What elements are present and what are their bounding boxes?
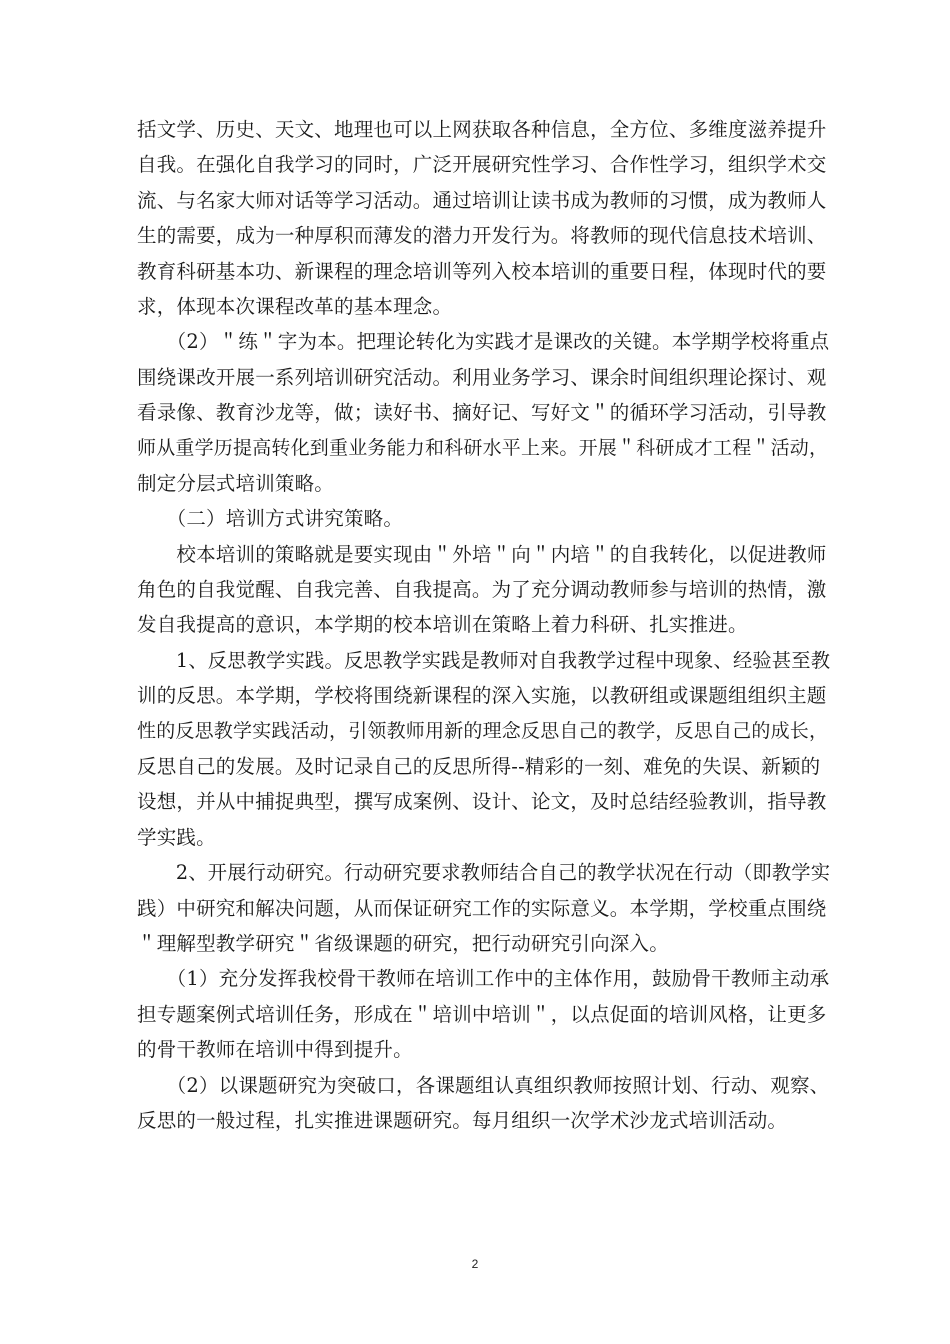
text-line: 自我。在强化自我学习的同时，广泛开展研究性学习、合作性学习，组织学术交 [137,153,827,177]
text-line: （1）充分发挥我校骨干教师在培训工作中的主体作用，鼓励骨干教师主动承 [137,967,830,991]
text-line: 反思的一般过程，扎实推进课题研究。每月组织一次学术沙龙式培训活动。 [137,1108,788,1132]
body-text [137,112,831,1138]
text-line: 求，体现本次课程改革的基本理念。 [137,294,453,318]
text-line: 看录像、教育沙龙等，做；读好书、摘好记、写好文＂的循环学习活动，引导教 [137,401,827,425]
text-line: 流、与名家大师对话等学习活动。通过培训让读书成为教师的习惯，成为教师人 [137,188,827,212]
text-line: 担专题案例式培训任务，形成在＂培训中培训＂，以点促面的培训风格，让更多 [137,1002,827,1026]
page-number: 2 [471,1257,479,1271]
text-line: 师从重学历提高转化到重业务能力和科研水平上来。开展＂科研成才工程＂活动， [137,436,829,459]
text-line: 2、开展行动研究。行动研究要求教师结合自己的教学状况在行动（即教学实 [137,861,831,885]
text-line: 制定分层式培训策略。 [137,471,335,495]
text-line: 教育科研基本功、新课程的理念培训等列入校本培训的重要日程，体现时代的要 [137,259,827,283]
text-line: 设想，并从中捕捉典型，撰写成案例、设计、论文，及时总结经验教训，指导教 [137,790,827,814]
text-line: 学实践。 [137,825,216,849]
text-line: 生的需要，成为一种厚积而薄发的潜力开发行为。将教师的现代信息技术培训、 [137,224,827,248]
text-line: 1、反思教学实践。反思教学实践是教师对自我教学过程中现象、经验甚至教 [137,648,831,672]
text-line: 践）中研究和解决问题，从而保证研究工作的实际意义。本学期，学校重点围绕 [137,896,827,920]
text-line: 发自我提高的意识，本学期的校本培训在策略上着力科研、扎实推进。 [137,613,748,637]
text-line: 括文学、历史、天文、地理也可以上网获取各种信息，全方位、多维度滋养提升 [137,118,827,141]
text-line: （2）＂练＂字为本。把理论转化为实践才是课改的关键。本学期学校将重点 [137,330,830,354]
text-line: （二）培训方式讲究策略。 [137,507,404,531]
text-line: 反思自己的发展。及时记录自己的反思所得--精彩的一刻、难免的失误、新颖的 [137,755,821,779]
text-line: 训的反思。本学期，学校将围绕新课程的深入实施，以教研组或课题组组织主题 [137,684,827,708]
text-line: 角色的自我觉醒、自我完善、自我提高。为了充分调动教师参与培训的热情，激 [137,578,827,602]
text-line: 的骨干教师在培训中得到提升。 [137,1038,413,1062]
text-line: ＂理解型教学研究＂省级课题的研究，把行动研究引向深入。 [137,931,669,955]
text-line: （2）以课题研究为突破口，各课题组认真组织教师按照计划、行动、观察、 [137,1073,830,1097]
text-line: 围绕课改开展一系列培训研究活动。利用业务学习、课余时间组织理论探讨、观 [137,365,827,389]
text-line: 校本培训的策略就是要实现由＂外培＂向＂内培＂的自我转化，以促进教师 [137,542,827,566]
text-line: 性的反思教学实践活动，引领教师用新的理念反思自己的教学，反思自己的成长， [137,719,829,742]
